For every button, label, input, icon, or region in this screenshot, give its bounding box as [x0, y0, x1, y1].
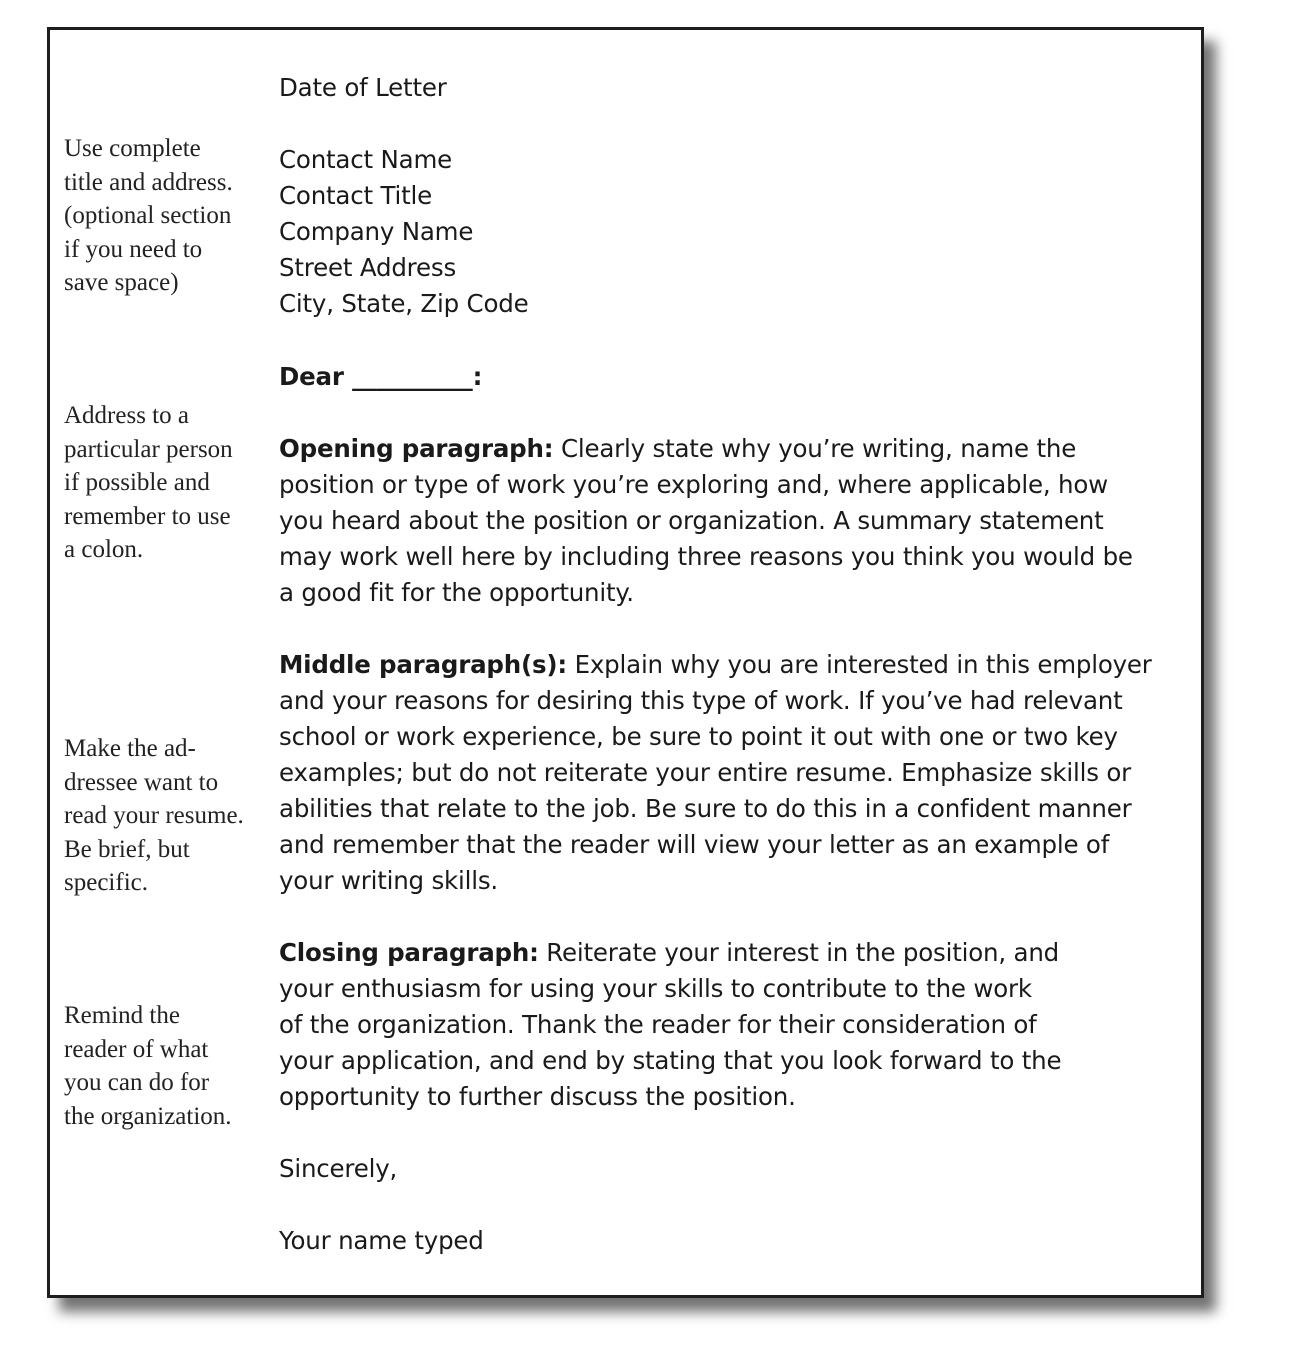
middle-paragraph-line: examples; but do not reiterate your entire resume. Emphasize skills or — [279, 758, 1132, 787]
opening-paragraph-line — [279, 431, 1076, 467]
opening-paragraph-line: may work well here by including three reasons you think you would be — [279, 542, 1133, 571]
annotation-middle-paragraph: Make the ad- dressee want to read your resume. Be brief, but specific. — [64, 735, 244, 896]
middle-paragraph-text: Explain why you are interested in this employer — [567, 650, 1152, 679]
opening-paragraph-text: Clearly state why you’re writing, name the — [553, 434, 1077, 463]
address-line: Contact Name — [279, 145, 452, 174]
address-line: Company Name — [279, 217, 474, 246]
closing-paragraph-line: your application, and end by stating that you look forward to the — [279, 1046, 1062, 1075]
annotation-closing-paragraph: Remind the reader of what you can do for the organization. — [64, 1002, 232, 1130]
middle-paragraph-line: your writing skills. — [279, 866, 499, 895]
opening-paragraph-line: position or type of work you’re exploring and, where applicable, how — [279, 470, 1108, 499]
closing-paragraph-line: your enthusiasm for using your skills to contribute to the work — [279, 974, 1032, 1003]
middle-paragraph-label: Middle paragraph(s): — [279, 650, 567, 679]
address-line: Street Address — [279, 253, 457, 282]
letter-page — [47, 27, 1204, 1298]
address-line: Contact Title — [279, 181, 433, 210]
middle-paragraph-line: and remember that the reader will view your letter as an example of — [279, 830, 1110, 859]
opening-paragraph-line: a good fit for the opportunity. — [279, 578, 634, 607]
opening-paragraph-line: you heard about the position or organization. A summary statement — [279, 506, 1104, 535]
address-line: City, State, Zip Code — [279, 289, 529, 318]
sign-off: Sincerely, — [279, 1154, 398, 1183]
closing-paragraph-line: of the organization. Thank the reader for their consideration of — [279, 1010, 1037, 1039]
middle-paragraph-line: school or work experience, be sure to point it out with one or two key — [279, 722, 1118, 751]
closing-paragraph-text: Reiterate your interest in the position, and — [538, 938, 1060, 967]
opening-paragraph-label: Opening paragraph: — [279, 434, 554, 463]
closing-paragraph-line: opportunity to further discuss the position. — [279, 1082, 796, 1111]
closing-paragraph-line — [279, 935, 1059, 971]
middle-paragraph-line: and your reasons for desiring this type of work. If you’ve had relevant — [279, 686, 1123, 715]
letter-date: Date of Letter — [279, 73, 447, 102]
middle-paragraph-line — [279, 647, 1152, 683]
annotation-address: Use complete title and address. (optional section if you need to save space) — [64, 135, 233, 296]
typed-name: Your name typed — [279, 1226, 484, 1255]
annotation-salutation: Address to a particular person if possible and remember to use a colon. — [64, 402, 233, 563]
salutation: Dear __________: — [279, 362, 483, 391]
middle-paragraph-line: abilities that relate to the job. Be sure to do this in a confident manner — [279, 794, 1132, 823]
closing-paragraph-label: Closing paragraph: — [279, 938, 539, 967]
